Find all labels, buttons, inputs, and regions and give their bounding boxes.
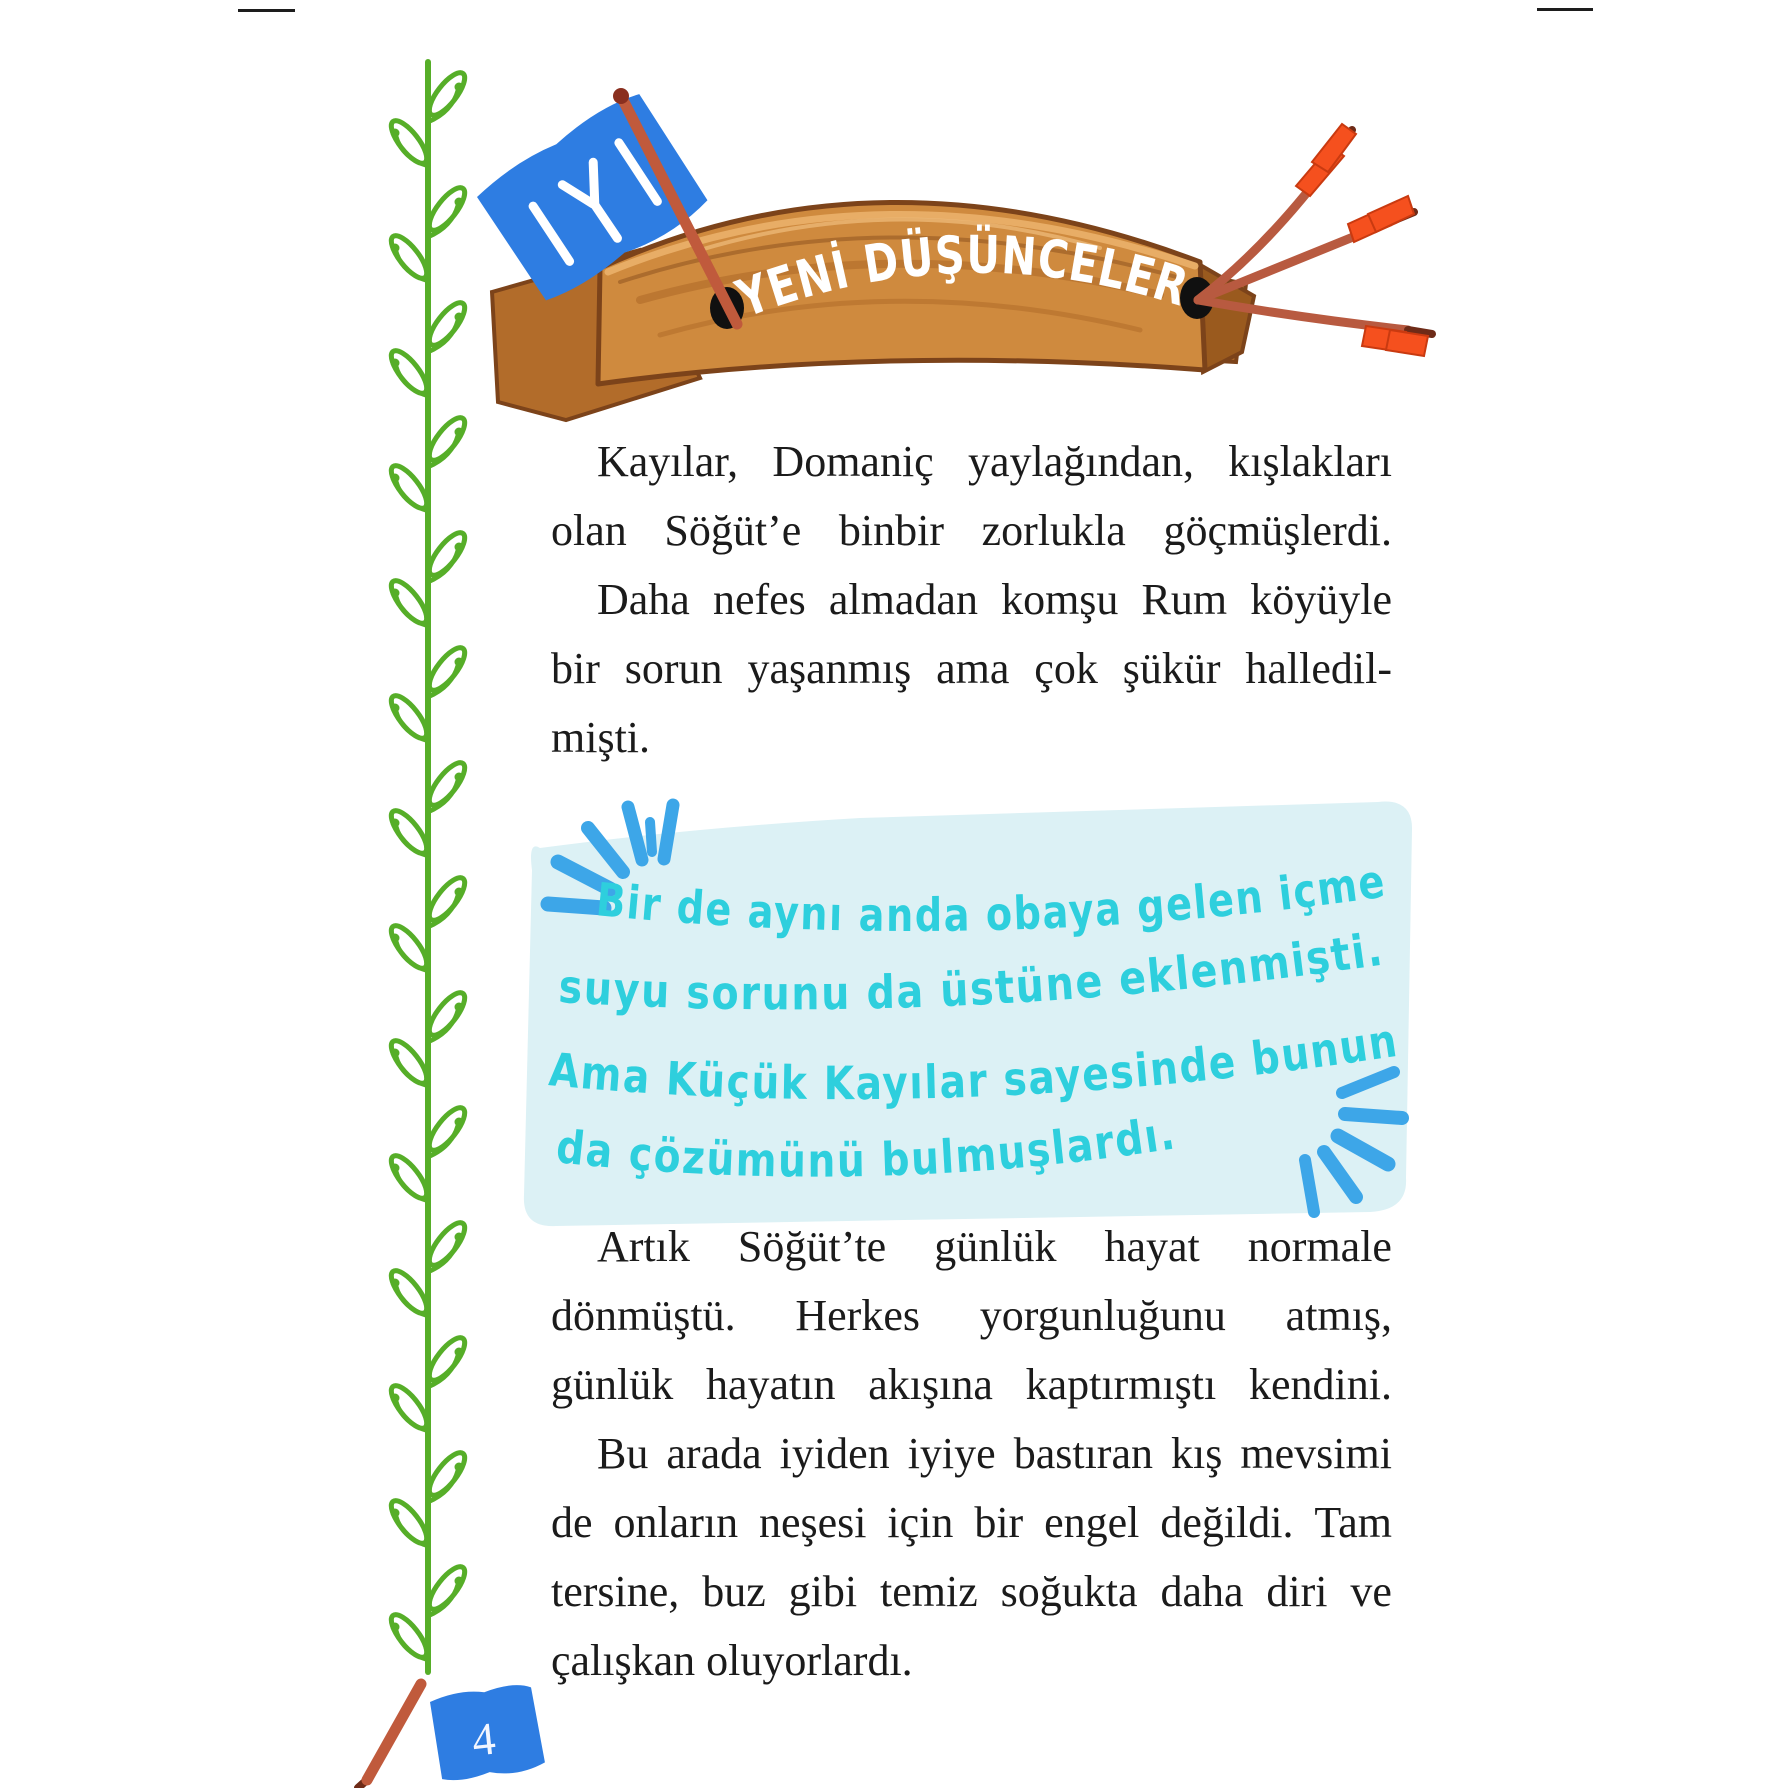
text-line: Kayılar, Domaniç yaylağından, kışlakları [597,437,1392,486]
page-number: 4 [469,1712,498,1766]
body-text-column-bottom [551,1212,1392,1695]
note-line-3: Ama Küçük Kayılar sayesinde bunun [546,1012,1407,1111]
text-line: günlük hayatın akışına kaptırmıştı kendini. [551,1360,1392,1409]
text-line: Daha nefes almadan komşu Rum köyüyle [597,575,1392,624]
highlight-note-block [524,802,1412,1227]
note-line-1: Bir de aynı anda obaya gelen içme [593,852,1395,943]
chapter-banner [471,87,1432,420]
text-line: tersine, buz gibi temiz soğukta daha diri ve [551,1567,1392,1616]
text-line: Bu arada iyiden iyiye bastıran kış mevsimi [597,1429,1392,1478]
text-line: bir sorun yaşanmış ama çok şükür halledil- [551,644,1392,693]
note-line-4: da çözümünü bulmuşlardı. [553,1104,1183,1188]
body-text-column-top [551,427,1392,772]
note-line-2: suyu sorunu da üstüne eklenmişti. [557,921,1390,1021]
text-line: dönmüştü. Herkes yorgunluğunu atmış, [551,1291,1392,1340]
page-flag-pole [367,1684,421,1780]
green-leaf-vine-ornament [386,62,471,1672]
text-line: olan Söğüt’e binbir zorlukla göçmüşlerdi. [551,506,1392,555]
chapter-title: YENİ DÜŞÜNCELER [729,225,1204,330]
text-line: çalışkan oluyorlardı. [551,1636,913,1685]
page-number-flag [358,1683,546,1788]
text-line: Artık Söğüt’te günlük hayat normale [597,1222,1392,1271]
text-line: de onların neşesi için bir engel değildi. Tam [551,1498,1392,1547]
text-line: mişti. [551,713,651,762]
